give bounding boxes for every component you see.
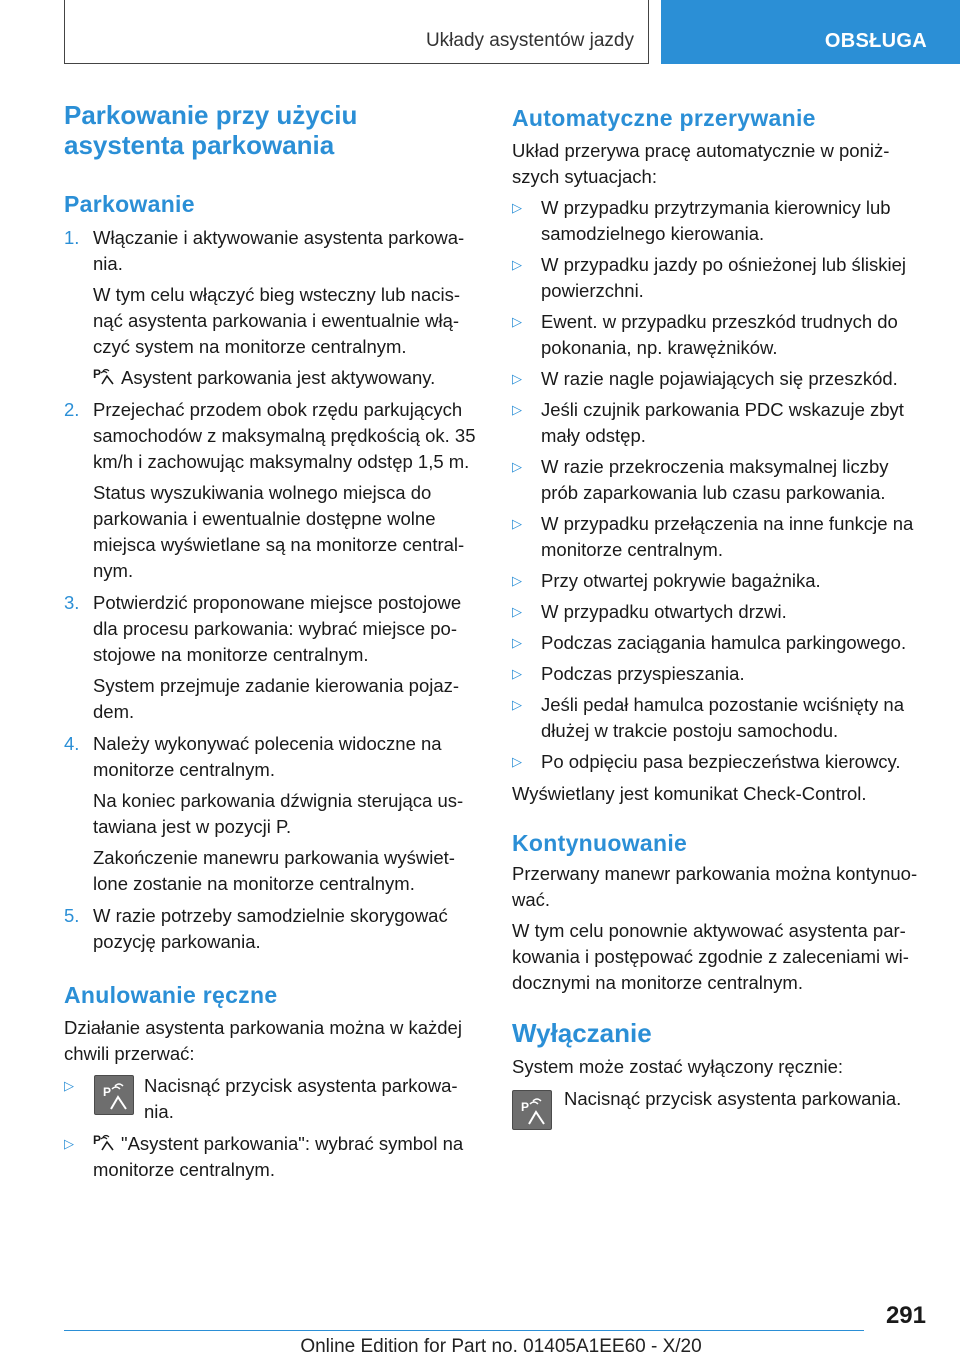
list-item: ▷ W razie przekroczenia maksymalnej liczby prób zaparkowania lub czasu parkowania. <box>512 456 889 503</box>
footer-edition: Online Edition for Part no. 01405A1EE60 - X/20 <box>300 1336 702 1357</box>
step-item: 3. Potwierdzić proponowane miejsce postojowe dla procesu parkowania: wybrać miejsce po-stojowe na monitorze centralnym. System przejmuje zadanie kierowania pojaz-dem. <box>64 592 462 722</box>
parking-button-icon <box>94 1075 134 1115</box>
parking-assistant-icon <box>93 1133 115 1153</box>
manual-cancel-intro: Działanie asystenta parkowania można w każdej chwili przerwać: <box>64 1017 462 1064</box>
list-item: ▷ P "Asystent parkowania": wybrać symbol na monitorze centralnym. <box>64 1133 464 1180</box>
auto-cancel-heading: Automatyczne przerywanie <box>512 105 816 131</box>
step-number: 5. <box>64 905 80 926</box>
bullet-triangle-icon: ▷ <box>512 697 522 712</box>
right-column <box>512 104 928 1130</box>
auto-cancel-list <box>512 195 928 775</box>
svg-text:P: P <box>93 367 102 381</box>
step-number: 2. <box>64 399 80 420</box>
bullet-triangle-icon: ▷ <box>512 666 522 681</box>
continue-heading: Kontynuowanie <box>512 830 688 856</box>
list-item: ▷ Jeśli czujnik parkowania PDC wskazuje zbyt mały odstęp. <box>512 399 904 446</box>
bullet-triangle-icon: ▷ <box>512 257 522 272</box>
bullet-triangle-icon: ▷ <box>512 635 522 650</box>
continue-text-2: W tym celu ponownie aktywować asystenta par-kowania i postępować zgodnie z zaleceniami wi-docznymi na monitorze centralnym. <box>512 920 909 993</box>
manual-cancel-heading: Anulowanie ręczne <box>64 982 278 1008</box>
chapter-tab-label: OBSŁUGA <box>824 30 927 52</box>
bullet-triangle-icon: ▷ <box>512 459 522 474</box>
footer-divider <box>64 1330 864 1331</box>
list-item: ▷ W przypadku jazdy po ośnieżonej lub śliskiej powierzchni. <box>512 254 907 301</box>
parking-heading: Parkowanie <box>64 191 195 217</box>
header-frame <box>64 0 649 64</box>
list-item: ▷ Przy otwartej pokrywie bagażnika. <box>512 568 928 594</box>
list-item: ▷ Jeśli pedał hamulca pozostanie wciśnięty na dłużej w trakcie postoju samochodu. <box>512 694 905 741</box>
step-number: 1. <box>64 227 80 248</box>
list-item: ▷ Po odpięciu pasa bezpieczeństwa kierowcy. <box>512 749 928 775</box>
section-title: Układy asystentów jazdy <box>425 30 634 51</box>
bullet-triangle-icon: ▷ <box>64 1136 74 1151</box>
list-item: ▷ P Nacisnąć przycisk asystenta parkowa-nia. <box>64 1075 458 1122</box>
list-item: ▷ Podczas zaciągania hamulca parkingowego. <box>512 630 928 656</box>
svg-text:P: P <box>521 1100 530 1114</box>
bullet-triangle-icon: ▷ <box>512 754 522 769</box>
left-column <box>64 100 478 1183</box>
step-item: 2. Przejechać przodem obok rzędu parkujących samochodów z maksymalną prędkością ok. 35 km/h i zachowując maksymalny odstęp 1,5 m. Status wyszukiwania wolnego miejsca do parkowania i ewentualnie dostępne wolne miejsca wyświetlane są na monitorze central-nym. <box>64 399 476 581</box>
list-item: ▷ W przypadku przytrzymania kierownicy lub samodzielnego kierowania. <box>512 197 891 244</box>
bullet-triangle-icon: ▷ <box>512 573 522 588</box>
switch-off-intro: System może zostać wyłączony ręcznie: <box>512 1056 844 1077</box>
list-item: ▷ Ewent. w przypadku przeszkód trudnych do pokonania, np. krawężników. <box>512 311 898 358</box>
switch-off-item: P Nacisnąć przycisk asystenta parkowania. <box>512 1086 928 1130</box>
chapter-tab[interactable] <box>661 0 960 64</box>
auto-cancel-outro: Wyświetlany jest komunikat Check-Control. <box>512 783 867 804</box>
step-item: 1. Włączanie i aktywowanie asystenta parkowa-nia. W tym celu włączyć bieg wsteczny lub nacis-nąć asystenta parkowania i ewentualnie włą-czyć system na monitorze centralnym. P Asystent parkowania jest aktywowany. <box>64 227 465 388</box>
bullet-triangle-icon: ▷ <box>512 516 522 531</box>
step-item: 5. W razie potrzeby samodzielnie skorygować pozycję parkowania. <box>64 905 448 952</box>
switch-off-heading: Wyłączanie <box>512 1018 652 1048</box>
auto-cancel-intro: Układ przerywa pracę automatycznie w poniż-szych sytuacjach: <box>512 140 890 187</box>
page-title: Parkowanie przy użyciu asystenta parkowania <box>64 100 358 160</box>
list-item: ▷ W razie nagle pojawiających się przeszkód. <box>512 366 928 392</box>
list-item: ▷ W przypadku przełączenia na inne funkcje na monitorze centralnym. <box>512 513 914 560</box>
svg-text:P: P <box>93 1133 102 1147</box>
list-item: ▷ W przypadku otwartych drzwi. <box>512 599 928 625</box>
bullet-triangle-icon: ▷ <box>64 1078 74 1093</box>
bullet-triangle-icon: ▷ <box>512 402 522 417</box>
page-number: 291 <box>885 1302 926 1329</box>
bullet-triangle-icon: ▷ <box>512 604 522 619</box>
svg-text:P: P <box>103 1085 112 1099</box>
bullet-triangle-icon: ▷ <box>512 371 522 386</box>
manual-cancel-list <box>64 1073 478 1183</box>
continue-text-1: Przerwany manewr parkowania można kontynuo-wać. <box>512 863 918 910</box>
step-item: 4. Należy wykonywać polecenia widoczne na monitorze centralnym. Na koniec parkowania dźwignia sterująca us-tawiana jest w pozycji P. Zakończenie manewru parkowania wyświet-lone zostanie na monitorze centralnym. <box>64 733 464 894</box>
step-number: 3. <box>64 592 80 613</box>
parking-button-icon <box>512 1090 552 1130</box>
parking-assistant-icon <box>93 367 115 387</box>
bullet-triangle-icon: ▷ <box>512 314 522 329</box>
step-number: 4. <box>64 733 80 754</box>
list-item: ▷ Podczas przyspieszania. <box>512 661 928 687</box>
bullet-triangle-icon: ▷ <box>512 200 522 215</box>
parking-steps <box>64 225 478 955</box>
